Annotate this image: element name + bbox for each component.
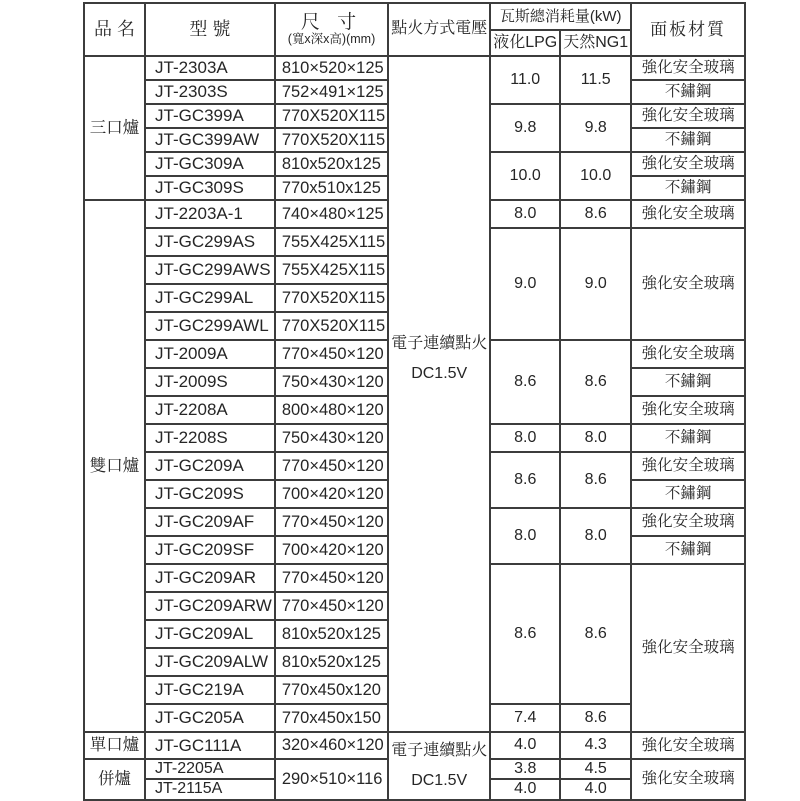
model-cell: JT-GC299AS — [145, 228, 275, 256]
group-cell: 雙口爐 — [84, 200, 145, 732]
size-cell: 752×491×125 — [275, 80, 388, 104]
size-cell: 770X520X115 — [275, 128, 388, 152]
size-cell: 810x520x125 — [275, 620, 388, 648]
ng-value: 8.6 — [560, 340, 631, 424]
ignition-cell — [388, 56, 490, 732]
lpg-value: 8.0 — [490, 424, 560, 452]
size-cell: 700×420×120 — [275, 536, 388, 564]
panel-cell: 強化安全玻璃 — [631, 228, 745, 340]
lpg-value: 4.0 — [490, 779, 560, 799]
panel-cell: 強化安全玻璃 — [631, 152, 745, 176]
model-cell: JT-GC209S — [145, 480, 275, 508]
panel-cell: 不鏽鋼 — [631, 80, 745, 104]
size-cell: 770x450x120 — [275, 676, 388, 704]
panel-cell: 強化安全玻璃 — [631, 396, 745, 424]
size-cell: 810x520x125 — [275, 152, 388, 176]
panel-cell: 強化安全玻璃 — [631, 56, 745, 80]
panel-cell: 不鏽鋼 — [631, 480, 745, 508]
model-cell: JT-GC299AL — [145, 284, 275, 312]
ng-value: 8.6 — [560, 452, 631, 508]
panel-cell: 強化安全玻璃 — [631, 104, 745, 128]
model-cell: JT-GC209A — [145, 452, 275, 480]
model-cell: JT-2303S — [145, 80, 275, 104]
panel-cell: 強化安全玻璃 — [631, 340, 745, 368]
group-cell: 併爐 — [84, 759, 145, 800]
panel-cell: 強化安全玻璃 — [631, 564, 745, 732]
panel-cell: 強化安全玻璃 — [631, 759, 745, 800]
header-panel: 面板材質 — [631, 3, 745, 56]
ignition-cell — [388, 732, 490, 800]
header-size — [275, 3, 388, 56]
table-row — [84, 732, 745, 759]
model-cell: JT-GC209AR — [145, 564, 275, 592]
header-lpg: 液化LPG — [490, 30, 560, 56]
size-cell: 770X520X115 — [275, 312, 388, 340]
ng-value: 10.0 — [560, 152, 631, 200]
size-cell: 810x520x125 — [275, 648, 388, 676]
ignition-line2: DC1.5V — [411, 365, 468, 382]
model-cell: JT-GC299AWL — [145, 312, 275, 340]
size-cell: 770×450×120 — [275, 508, 388, 536]
model-cell: JT-GC399A — [145, 104, 275, 128]
lpg-value: 7.4 — [490, 704, 560, 732]
model-cell: JT-GC209ALW — [145, 648, 275, 676]
lpg-value: 8.6 — [490, 340, 560, 424]
size-cell: 755X425X115 — [275, 228, 388, 256]
panel-cell: 強化安全玻璃 — [631, 732, 745, 759]
model-cell: JT-GC219A — [145, 676, 275, 704]
ng-value: 8.0 — [560, 424, 631, 452]
ng-value: 9.0 — [560, 228, 631, 340]
size-cell: 290×510×116 — [275, 759, 388, 800]
lpg-value: 8.0 — [490, 200, 560, 228]
table-row — [84, 56, 745, 80]
header-model: 型 號 — [145, 3, 275, 56]
group-cell: 三口爐 — [84, 56, 145, 200]
panel-cell: 不鏽鋼 — [631, 176, 745, 200]
ng-value: 4.5 — [560, 759, 631, 779]
size-cell: 770X520X115 — [275, 284, 388, 312]
size-cell: 750×430×120 — [275, 424, 388, 452]
ng-value: 9.8 — [560, 104, 631, 152]
size-cell: 770X520X115 — [275, 104, 388, 128]
model-cell: JT-2303A — [145, 56, 275, 80]
size-cell: 770×450×120 — [275, 340, 388, 368]
size-cell: 770×450×120 — [275, 564, 388, 592]
model-cell: JT-GC309S — [145, 176, 275, 200]
model-cell: JT-GC309A — [145, 152, 275, 176]
lpg-value: 11.0 — [490, 56, 560, 104]
lpg-value: 8.6 — [490, 564, 560, 704]
header-gas-total: 瓦斯總消耗量(kW) — [490, 3, 631, 30]
model-cell: JT-GC209SF — [145, 536, 275, 564]
ng-value: 8.6 — [560, 564, 631, 704]
ng-value: 4.3 — [560, 732, 631, 759]
size-cell: 320×460×120 — [275, 732, 388, 759]
panel-cell: 不鏽鋼 — [631, 424, 745, 452]
ignition-line1: 電子連續點火 — [391, 741, 488, 759]
panel-cell: 強化安全玻璃 — [631, 200, 745, 228]
table-header-row — [84, 3, 745, 30]
spec-table — [83, 2, 746, 801]
size-cell: 770x450x150 — [275, 704, 388, 732]
lpg-value: 8.0 — [490, 508, 560, 564]
ng-value: 11.5 — [560, 56, 631, 104]
model-cell: JT-2205A — [145, 759, 275, 779]
size-cell: 700×420×120 — [275, 480, 388, 508]
size-cell: 770×450×120 — [275, 592, 388, 620]
ignition-line1: 電子連續點火 — [391, 334, 488, 352]
size-cell: 740×480×125 — [275, 200, 388, 228]
lpg-value: 9.0 — [490, 228, 560, 340]
lpg-value: 4.0 — [490, 732, 560, 759]
header-size-sub: (寬x深x高)(mm) — [287, 31, 376, 46]
ng-value: 8.6 — [560, 200, 631, 228]
model-cell: JT-GC111A — [145, 732, 275, 759]
model-cell: JT-2009S — [145, 368, 275, 396]
size-cell: 770x510x125 — [275, 176, 388, 200]
ng-value: 4.0 — [560, 779, 631, 799]
header-ignition: 點火方式電壓 — [388, 3, 490, 56]
model-cell: JT-GC205A — [145, 704, 275, 732]
size-cell: 810×520×125 — [275, 56, 388, 80]
header-ng: 天然NG1 — [560, 30, 631, 56]
panel-cell: 不鏽鋼 — [631, 128, 745, 152]
header-product-name: 品 名 — [84, 3, 145, 56]
model-cell: JT-GC209AL — [145, 620, 275, 648]
model-cell: JT-GC209ARW — [145, 592, 275, 620]
model-cell: JT-2208S — [145, 424, 275, 452]
panel-cell: 不鏽鋼 — [631, 536, 745, 564]
size-cell: 750×430×120 — [275, 368, 388, 396]
size-cell: 755X425X115 — [275, 256, 388, 284]
model-cell: JT-2208A — [145, 396, 275, 424]
lpg-value: 8.6 — [490, 452, 560, 508]
lpg-value: 9.8 — [490, 104, 560, 152]
ignition-line2: DC1.5V — [411, 771, 468, 789]
model-cell: JT-GC299AWS — [145, 256, 275, 284]
group-cell: 單口爐 — [84, 732, 145, 759]
ng-value: 8.6 — [560, 704, 631, 732]
size-cell: 800×480×120 — [275, 396, 388, 424]
lpg-value: 3.8 — [490, 759, 560, 779]
panel-cell: 不鏽鋼 — [631, 368, 745, 396]
size-cell: 770×450×120 — [275, 452, 388, 480]
panel-cell: 強化安全玻璃 — [631, 508, 745, 536]
ng-value: 8.0 — [560, 508, 631, 564]
model-cell: JT-2203A-1 — [145, 200, 275, 228]
model-cell: JT-GC399AW — [145, 128, 275, 152]
model-cell: JT-2115A — [145, 779, 275, 799]
lpg-value: 10.0 — [490, 152, 560, 200]
model-cell: JT-GC209AF — [145, 508, 275, 536]
panel-cell: 強化安全玻璃 — [631, 452, 745, 480]
header-size-title: 尺 寸 — [300, 11, 363, 33]
model-cell: JT-2009A — [145, 340, 275, 368]
